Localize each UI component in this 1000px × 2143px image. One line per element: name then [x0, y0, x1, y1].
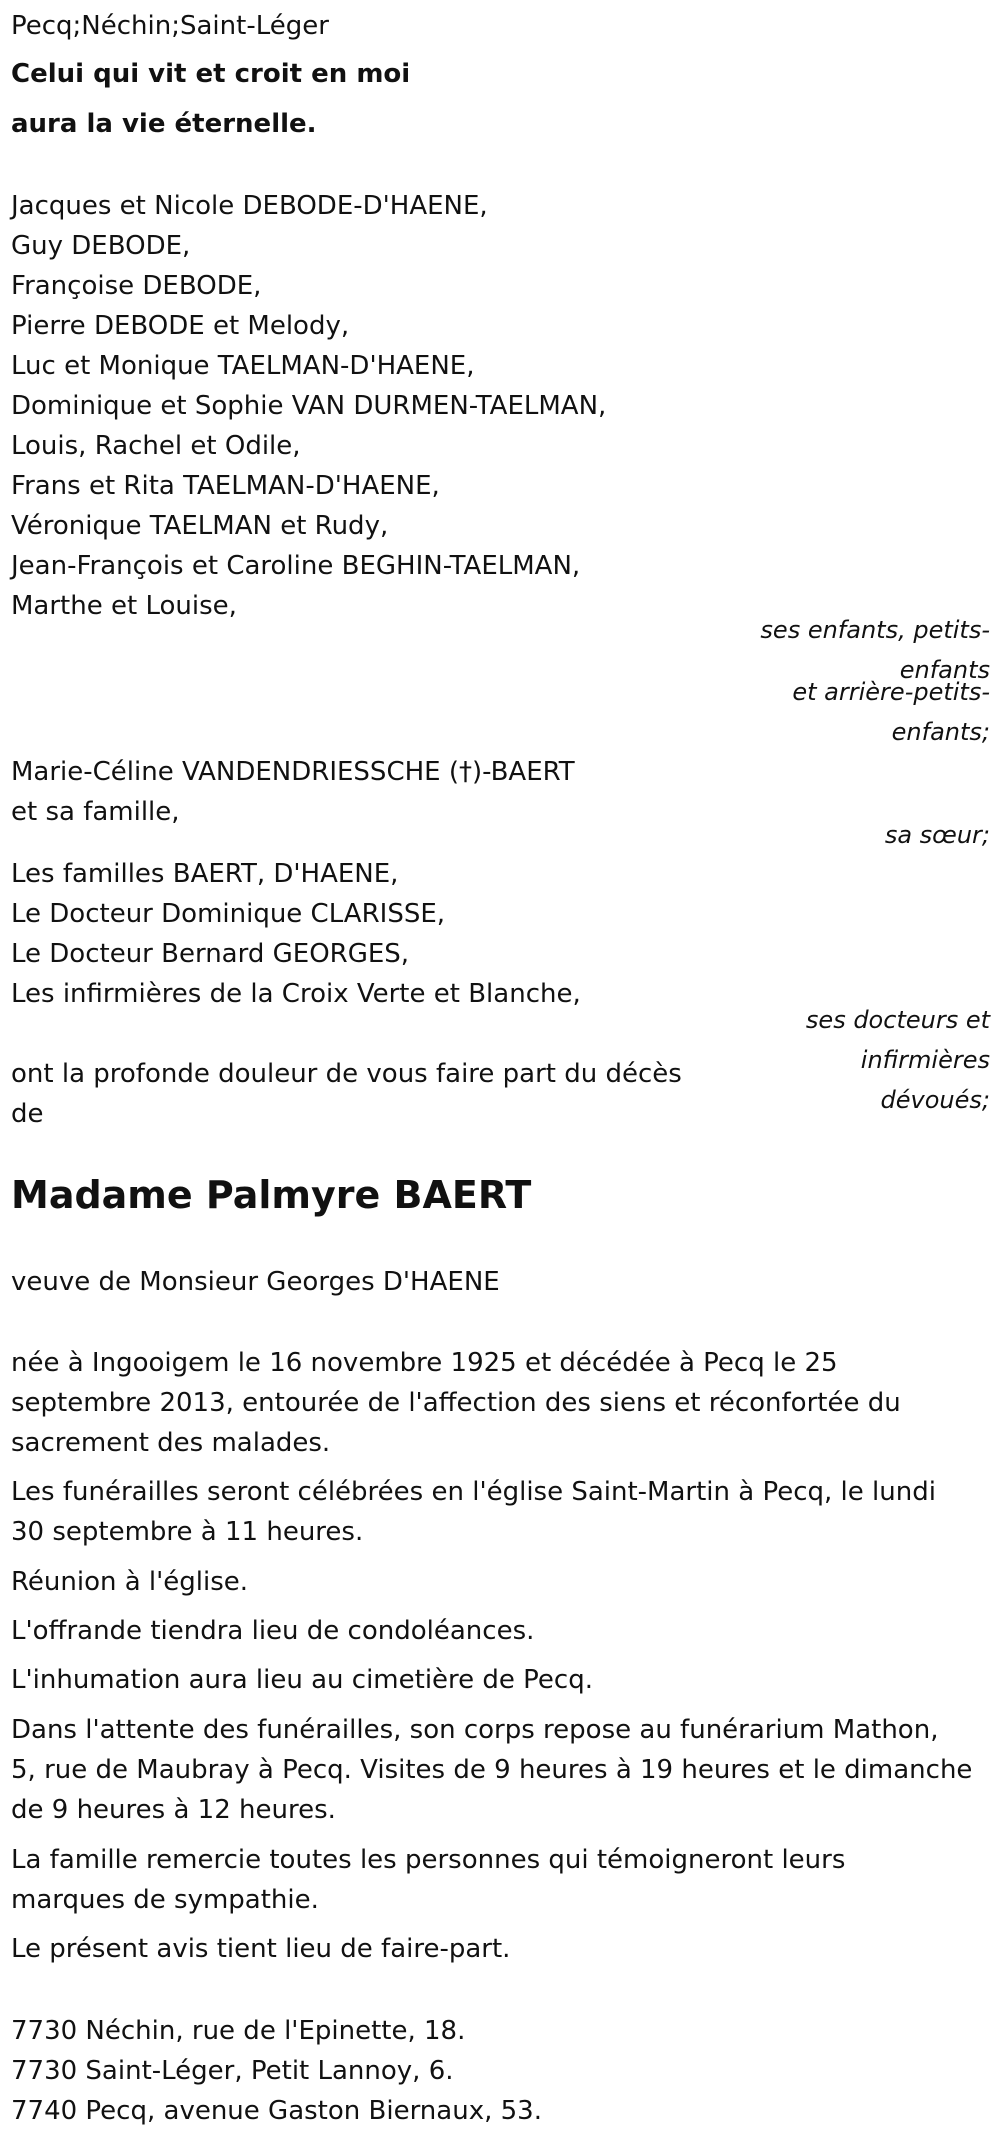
other-name: Le Docteur Dominique CLARISSE, — [11, 899, 446, 929]
detail-line: marques de sympathie. — [11, 1885, 319, 1915]
family-name: Pierre DEBODE et Melody, — [11, 311, 350, 341]
bible-verse-line-2: aura la vie éternelle. — [11, 109, 317, 139]
sister-family: et sa famille, — [11, 797, 180, 827]
location-header: Pecq;Néchin;Saint-Léger — [11, 11, 329, 41]
announcement-line: de — [11, 1099, 44, 1129]
family-name: Louis, Rachel et Odile, — [11, 431, 301, 461]
sister-relation: sa sœur; — [884, 821, 990, 849]
detail-line: L'offrande tiendra lieu de condoléances. — [11, 1616, 535, 1646]
family-name: Guy DEBODE, — [11, 231, 191, 261]
detail-line: Dans l'attente des funérailles, son corps repose au funérarium Mathon, — [11, 1715, 939, 1745]
detail-line: Le présent avis tient lieu de faire-part. — [11, 1934, 511, 1964]
family-name: Luc et Monique TAELMAN-D'HAENE, — [11, 351, 475, 381]
announcement-line: ont la profonde douleur de vous faire part du décès — [11, 1059, 682, 1089]
family-relation: ses enfants, petits- — [760, 616, 990, 644]
detail-line: septembre 2013, entourée de l'affection des siens et réconfortée du — [11, 1388, 901, 1418]
detail-line: née à Ingooigem le 16 novembre 1925 et décédée à Pecq le 25 — [11, 1348, 838, 1378]
address-line: 7730 Saint-Léger, Petit Lannoy, 6. — [11, 2056, 454, 2086]
sister-name: Marie-Céline VANDENDRIESSCHE (†)-BAERT — [11, 757, 575, 787]
deceased-name: Madame Palmyre BAERT — [11, 1173, 532, 1217]
detail-line: Les funérailles seront célébrées en l'église Saint-Martin à Pecq, le lundi — [11, 1477, 936, 1507]
others-relation: infirmières — [860, 1046, 990, 1074]
detail-line: 30 septembre à 11 heures. — [11, 1517, 364, 1547]
other-name: Les familles BAERT, D'HAENE, — [11, 859, 399, 889]
detail-line: L'inhumation aura lieu au cimetière de Pecq. — [11, 1665, 593, 1695]
detail-line: Réunion à l'église. — [11, 1567, 249, 1597]
detail-line: sacrement des malades. — [11, 1428, 331, 1458]
others-relation: dévoués; — [880, 1086, 990, 1114]
address-line: 7730 Néchin, rue de l'Epinette, 18. — [11, 2016, 466, 2046]
family-name: Véronique TAELMAN et Rudy, — [11, 511, 389, 541]
detail-line: La famille remercie toutes les personnes qui témoigneront leurs — [11, 1845, 846, 1875]
other-name: Les infirmières de la Croix Verte et Blanche, — [11, 979, 581, 1009]
family-name: Jean-François et Caroline BEGHIN-TAELMAN, — [11, 551, 581, 581]
family-relation: enfants — [899, 656, 990, 684]
others-relation: ses docteurs et — [805, 1006, 990, 1034]
family-name: Dominique et Sophie VAN DURMEN-TAELMAN, — [11, 391, 607, 421]
family-relation: et arrière-petits- — [792, 678, 990, 706]
detail-line: de 9 heures à 12 heures. — [11, 1795, 336, 1825]
spouse-line: veuve de Monsieur Georges D'HAENE — [11, 1267, 500, 1297]
bible-verse-line-1: Celui qui vit et croit en moi — [11, 59, 411, 89]
family-name: Marthe et Louise, — [11, 591, 237, 621]
address-line: 7740 Pecq, avenue Gaston Biernaux, 53. — [11, 2096, 542, 2126]
family-name: Jacques et Nicole DEBODE-D'HAENE, — [11, 191, 488, 221]
detail-line: 5, rue de Maubray à Pecq. Visites de 9 heures à 19 heures et le dimanche — [11, 1755, 973, 1785]
family-relation: enfants; — [891, 718, 990, 746]
other-name: Le Docteur Bernard GEORGES, — [11, 939, 410, 969]
family-name: Françoise DEBODE, — [11, 271, 262, 301]
family-name: Frans et Rita TAELMAN-D'HAENE, — [11, 471, 440, 501]
